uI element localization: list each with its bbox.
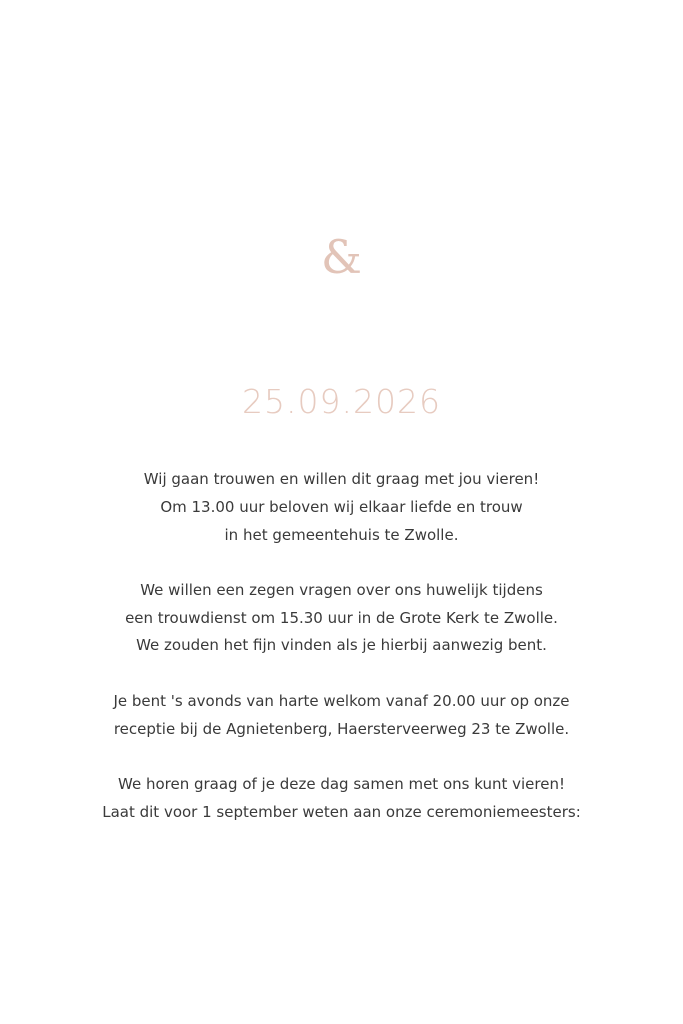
paragraph-church-service (40, 577, 643, 660)
ampersand-ornament: & (321, 230, 362, 284)
text-line: een trouwdienst om 15.30 uur in de Grote Kerk te Zwolle. (125, 608, 558, 627)
text-line: Laat dit voor 1 september weten aan onze ceremoniemeesters: (102, 802, 581, 821)
paragraph-reception (40, 688, 643, 744)
paragraph-ceremony (40, 466, 643, 549)
invitation-text (40, 466, 643, 854)
text-line: We zouden het fijn vinden als je hierbij aanwezig bent. (136, 636, 547, 655)
text-line: Om 13.00 uur beloven wij elkaar liefde en trouw (160, 497, 523, 516)
text-line: We horen graag of je deze dag samen met ons kunt vieren! (118, 774, 565, 793)
text-line: in het gemeentehuis te Zwolle. (224, 525, 459, 544)
text-line: We willen een zegen vragen over ons huwelijk tijdens (140, 580, 543, 599)
text-line: receptie bij de Agnietenberg, Haersterveerweg 23 te Zwolle. (113, 719, 570, 738)
paragraph-rsvp (40, 771, 643, 827)
text-line: Wij gaan trouwen en willen dit graag met jou vieren! (143, 470, 540, 488)
text-line: Je bent 's avonds van harte welkom vanaf 20.00 uur op onze (113, 691, 570, 710)
wedding-date: 25.09.2026 (242, 382, 441, 421)
